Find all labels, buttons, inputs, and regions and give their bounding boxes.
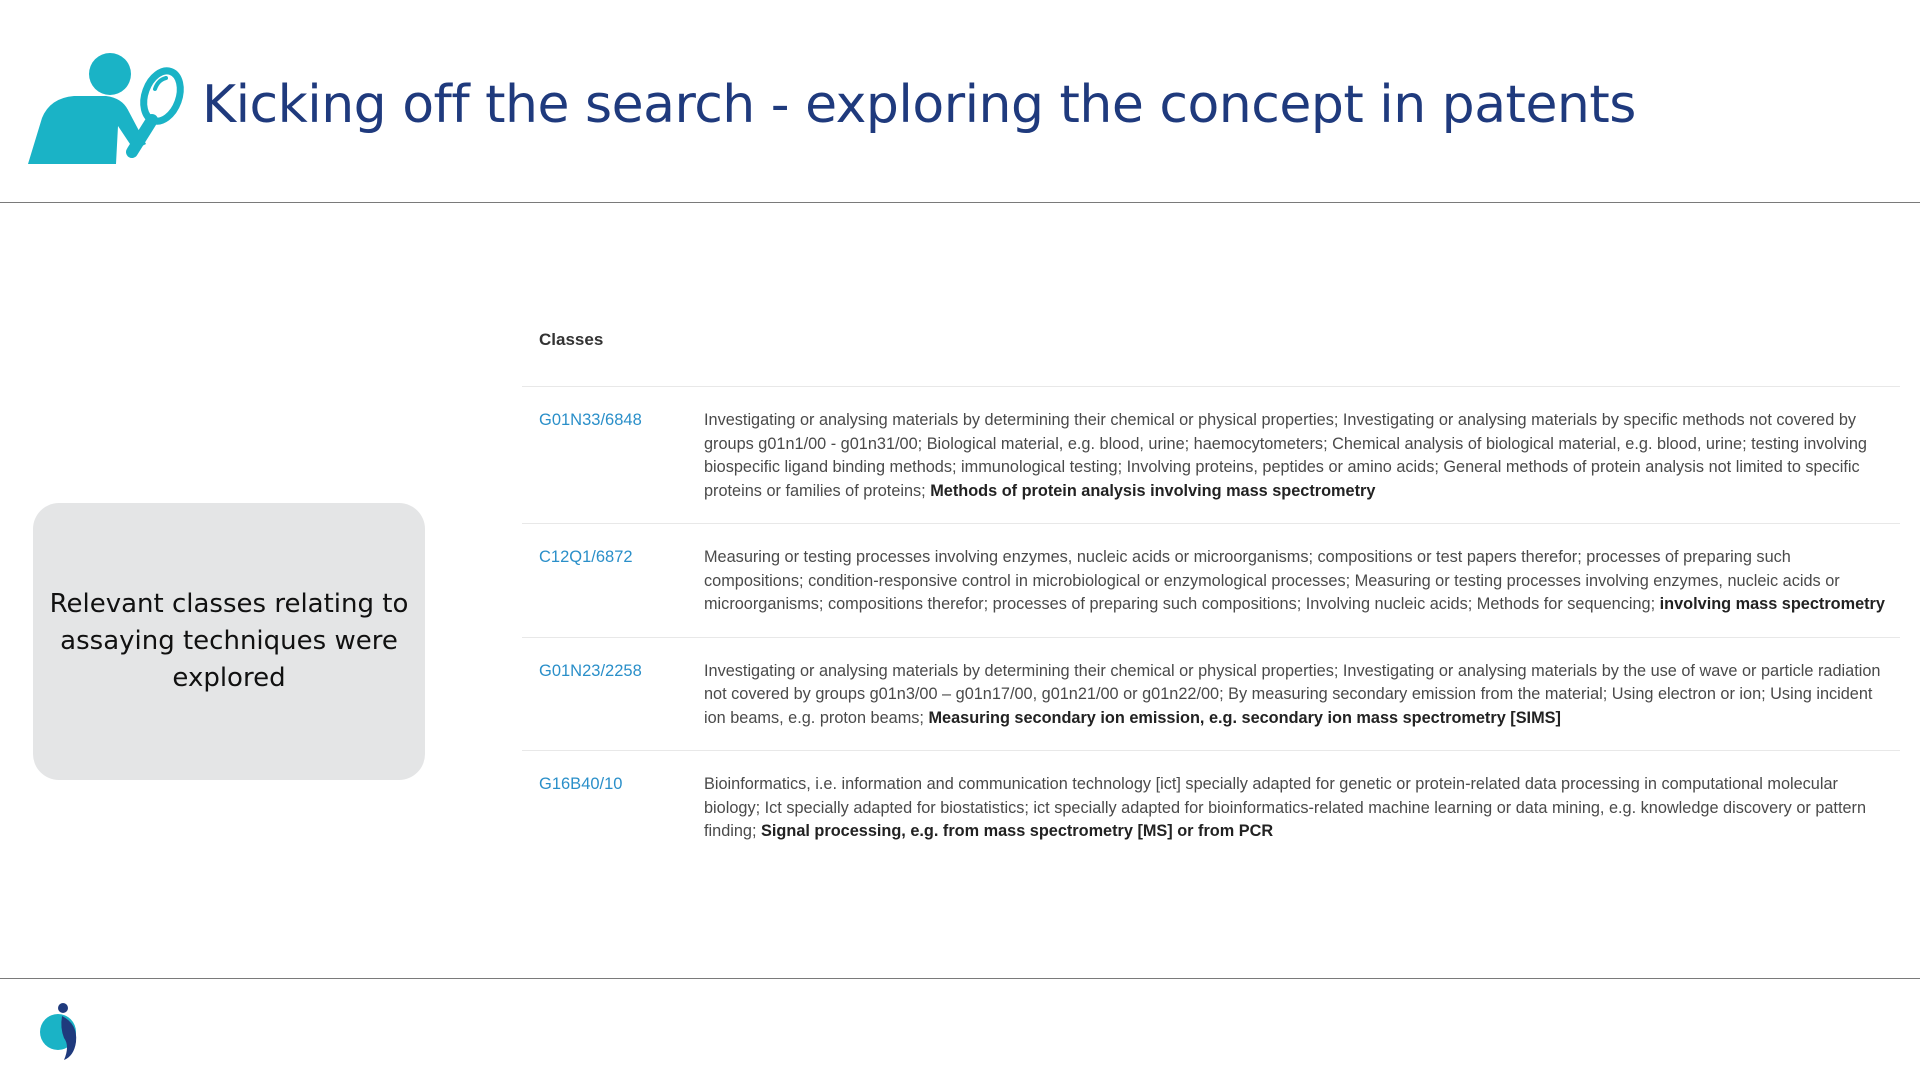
classes-table xyxy=(522,318,1900,864)
table-row xyxy=(522,638,1900,752)
class-description-highlight: Measuring secondary ion emission, e.g. secondary ion mass spectrometry [SIMS] xyxy=(928,708,1561,727)
class-description-highlight: Signal processing, e.g. from mass spectrometry [MS] or from PCR xyxy=(761,822,1274,840)
class-code-link[interactable]: G01N33/6848 xyxy=(539,411,642,429)
class-description-text: Bioinformatics, i.e. information and communication technology [ict] specially adapted for genetic or protein-related data processing in computational molecular biology; Ict specially adapted for biostatistics; ict specially adapted for bioinformatics-related machine learning or data mining, e.g. knowledge discovery or pattern finding; xyxy=(704,775,1867,840)
class-code-link[interactable]: G16B40/10 xyxy=(539,775,623,793)
class-description-text: Investigating or analysing materials by determining their chemical or physical properties; Investigating or analysing materials by specific methods not covered by groups g01n1/00 - g01n31/00; Biological material, e.g. blood, urine; haemocytometers; Chemical analysis of biological material, e.g. blood, urine; testing involving biospecific ligand binding methods; immunological testing; Involving proteins, peptides or amino acids; General methods of protein analysis not limited to specific proteins or families of proteins; xyxy=(704,411,1867,500)
class-description xyxy=(704,773,1900,844)
page-title: Kicking off the search - exploring the concept in patents xyxy=(202,75,1636,135)
brand-logo-icon xyxy=(38,1002,84,1062)
class-code-link[interactable]: C12Q1/6872 xyxy=(539,548,633,566)
header-divider xyxy=(0,202,1920,203)
table-row xyxy=(522,751,1900,864)
person-magnifier-icon xyxy=(28,52,186,170)
classes-heading: Classes xyxy=(522,318,1900,387)
class-code-link[interactable]: G01N23/2258 xyxy=(539,661,642,680)
class-description xyxy=(704,660,1900,731)
class-description-text: Investigating or analysing materials by determining their chemical or physical properties; Investigating or analysing materials by the use of wave or particle radiation not covered by groups g01n3/00 – g01n17/00, g01n21/00 or g01n22/00; By measuring secondary emission from the material; Using electron or ion; Using incident ion beams, e.g. proton beams; xyxy=(704,661,1881,727)
summary-callout xyxy=(33,503,425,780)
footer-divider xyxy=(0,978,1920,979)
class-description xyxy=(704,546,1900,617)
table-row xyxy=(522,387,1900,524)
class-description-text: Measuring or testing processes involving enzymes, nucleic acids or microorganisms; compositions or test papers therefor; processes of preparing such compositions; condition-responsive control in microbiological or enzymological processes; Measuring or testing processes involving enzymes, nucleic acids or microorganisms; compositions therefor; processes of preparing such compositions; Involving nucleic acids; Methods for sequencing; xyxy=(704,548,1840,613)
class-description xyxy=(704,409,1900,503)
class-description-highlight: Methods of protein analysis involving mass spectrometry xyxy=(930,481,1376,500)
callout-text: Relevant classes relating to assaying techniques were explored xyxy=(49,589,409,693)
class-description-highlight: involving mass spectrometry xyxy=(1659,595,1885,613)
table-row xyxy=(522,524,1900,638)
